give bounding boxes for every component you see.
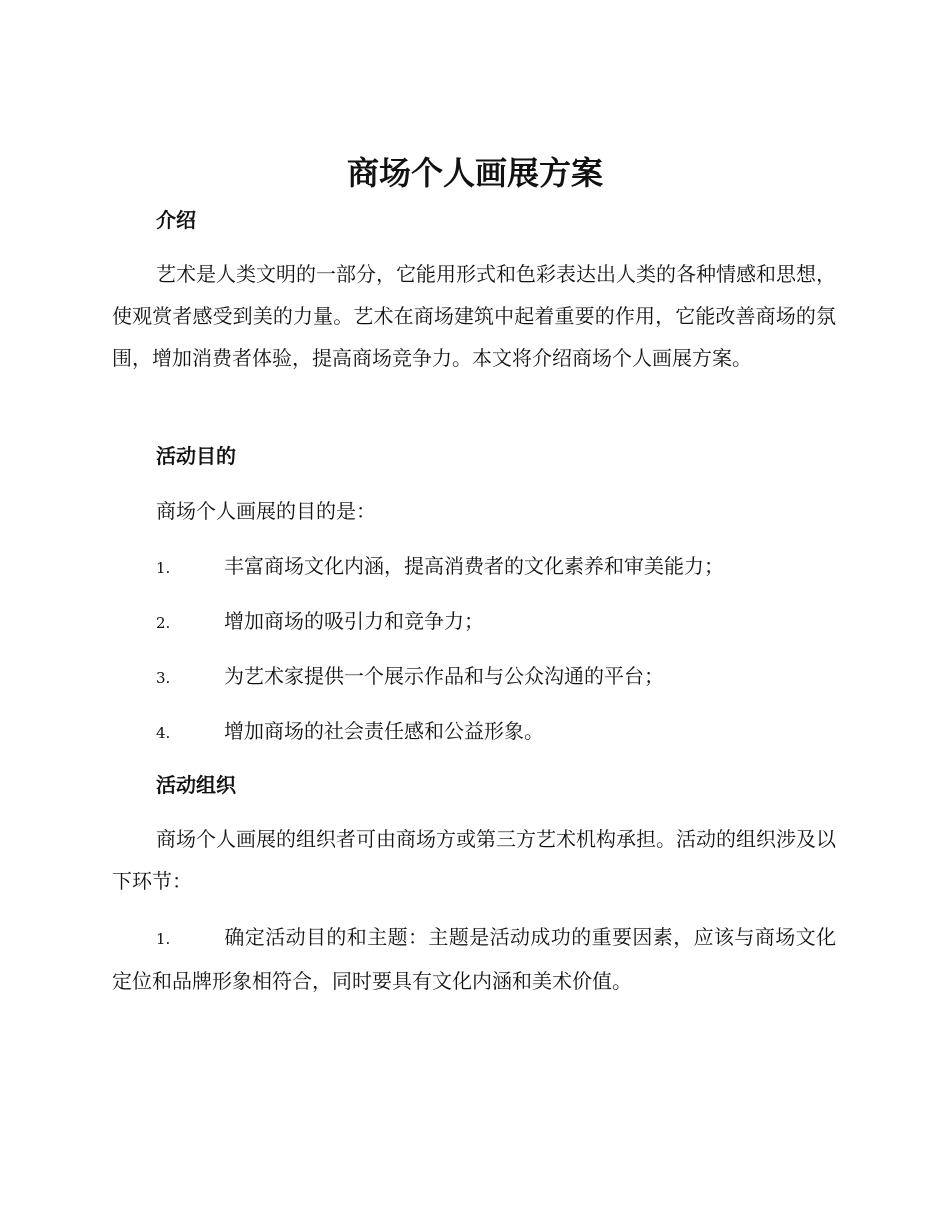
section-heading-purpose: 活动目的	[156, 444, 236, 468]
section-heading-intro: 介绍	[156, 208, 196, 232]
list-item	[156, 661, 836, 693]
list-item	[156, 606, 836, 638]
list-number: 2.	[156, 614, 171, 632]
section-heading-organization: 活动组织	[156, 773, 236, 797]
intro-paragraph: 艺术是人类文明的一部分，它能用形式和色彩表达出人类的各种情感和思想，使观赏者感受到美的力量。艺术在商场建筑中起着重要的作用，它能改善商场的氛围，增加消费者体验，提高商场竞争力。本文将介绍商场个人画展方案。	[112, 262, 836, 370]
list-item	[156, 551, 836, 583]
list-item	[156, 716, 836, 748]
list-number: 4.	[156, 724, 171, 742]
organization-paragraph: 商场个人画展的组织者可由商场方或第三方艺术机构承担。活动的组织涉及以下环节：	[112, 827, 836, 893]
list-text: 增加商场的吸引力和竞争力；	[224, 609, 484, 633]
list-text: 增加商场的社会责任感和公益形象。	[224, 719, 544, 743]
list-text: 确定活动目的和主题：主题是活动成功的重要因素，应该与商场文化定位和品牌形象相符合，同时要具有文化内涵和美术价值。	[112, 925, 836, 993]
list-number: 1.	[156, 559, 171, 577]
purpose-intro: 商场个人画展的目的是：	[156, 499, 376, 523]
list-number: 1.	[156, 930, 171, 948]
list-text: 为艺术家提供一个展示作品和与公众沟通的平台；	[224, 664, 664, 688]
list-text: 丰富商场文化内涵，提高消费者的文化素养和审美能力；	[224, 554, 724, 578]
page-title: 商场个人画展方案	[346, 154, 603, 192]
list-item	[112, 916, 836, 1002]
list-number: 3.	[156, 669, 171, 687]
